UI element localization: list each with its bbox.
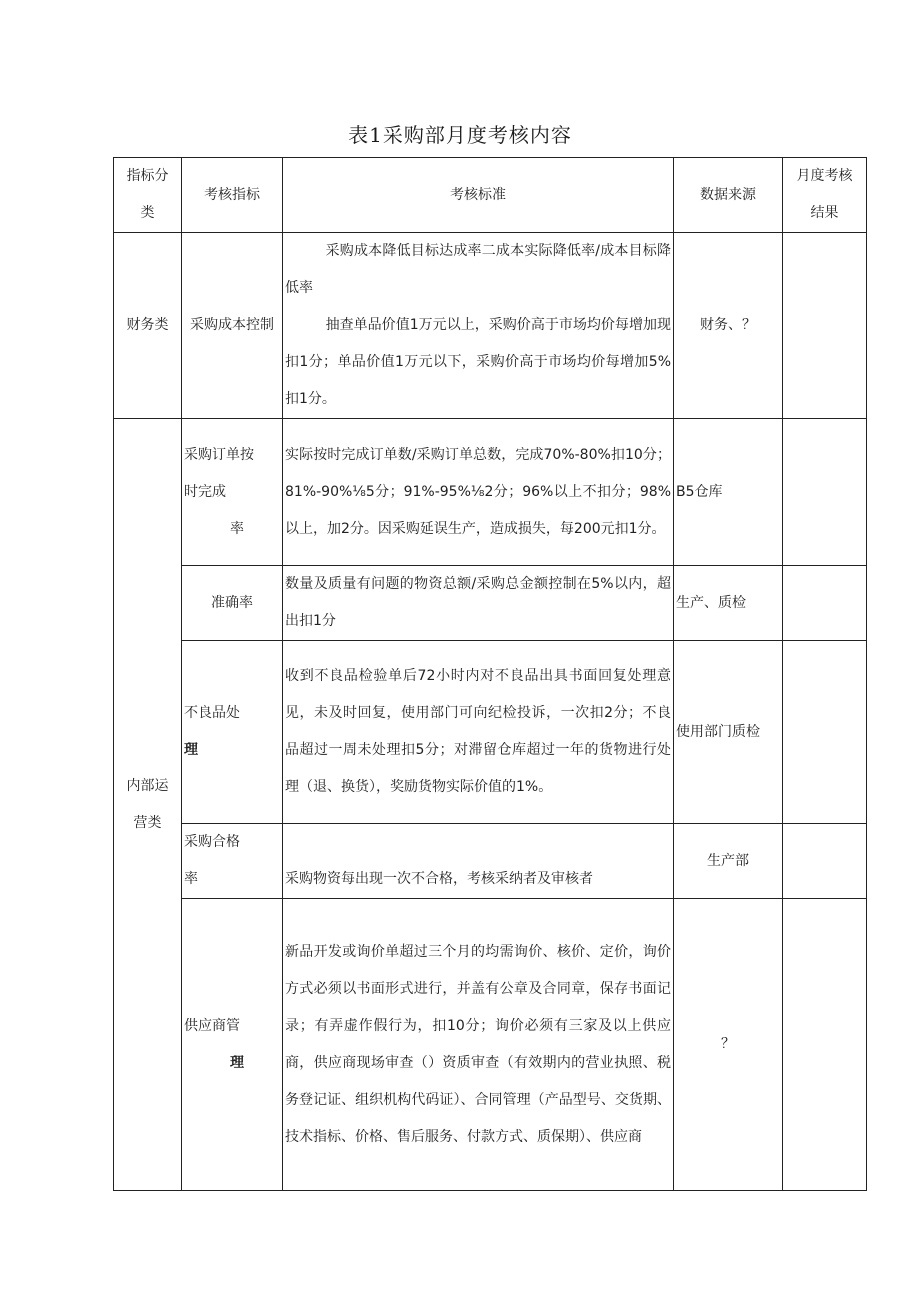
result-cell — [783, 233, 867, 419]
source-cell: 财务、？ — [674, 233, 783, 419]
indicator-cell: 准确率 — [182, 566, 283, 641]
standard-cell: 新品开发或询价单超过三个月的均需询价、核价、定价，询价方式必须以书面形式进行，并盖有公章及合同章，保存书面记录；有弄虚作假行为，扣10分；询价必须有三家及以上供应商，供应商现场审查（）资质审查（有效期内的营业执照、税务登记证、组织机构代码证）、合同管理（产品型号、交货期、技术指标、价格、售后服务、付款方式、质保期）、供应商 — [283, 899, 674, 1191]
indicator-line: 不良品处 — [184, 705, 240, 721]
indicator-cell — [182, 641, 283, 824]
header-result: 月度考核结果 — [783, 158, 867, 233]
indicator-line: 理 — [230, 1054, 244, 1071]
source-cell: 使用部门质检 — [674, 641, 783, 824]
standard-cell: 收到不良品检验单后72小时内对不良品出具书面回复处理意见，未及时回复，使用部门可向纪检投诉，一次扣2分；不良品超过一周未处理扣5分；对滞留仓库超过一年的货物进行处理（退、换货），奖励货物实际价值的1%。 — [283, 641, 674, 824]
standard-cell: 实际按时完成订单数/采购订单总数，完成70%-80%扣10分；81%-90%⅛5分；91%-95%⅛2分；96%以上不扣分；98%以上，加2分。因采购延误生产，造成损失，每200元扣1分。 — [283, 419, 674, 566]
assessment-table — [113, 157, 867, 1191]
result-cell — [783, 824, 867, 899]
indicator-line: 理 — [184, 742, 198, 758]
header-source: 数据来源 — [674, 158, 783, 233]
header-category: 指标分类 — [114, 158, 182, 233]
table-row — [114, 824, 867, 899]
indicator-cell — [182, 419, 283, 566]
result-cell — [783, 419, 867, 566]
header-indicator: 考核指标 — [182, 158, 283, 233]
indicator-cell — [182, 824, 283, 899]
table-title: 表1采购部月度考核内容 — [348, 123, 572, 147]
indicator-line: 率 — [184, 871, 198, 887]
source-cell: B5仓库 — [674, 419, 783, 566]
category-cell: 财务类 — [114, 233, 182, 419]
table-row — [114, 641, 867, 824]
standard-cell: 数量及质量有问题的物资总额/采购总金额控制在5%以内，超出扣1分 — [283, 566, 674, 641]
standard-cell: 采购物资每出现一次不合格，考核采纳者及审核者 — [283, 824, 674, 899]
indicator-line: 供应商管 — [184, 1017, 240, 1034]
indicator-line: 采购合格 — [184, 834, 240, 850]
standard-cell — [283, 233, 674, 419]
source-cell: 生产、质检 — [674, 566, 783, 641]
standard-line: 抽查单品价值1万元以上，采购价高于市场均价每增加现扣1分；单品价值1万元以下，采购价高于市场均价每增加5%扣1分。 — [285, 317, 671, 407]
table-row — [114, 899, 867, 1191]
indicator-line: 采购订单按时完成 — [184, 446, 254, 500]
table-row — [114, 419, 867, 566]
result-cell — [783, 566, 867, 641]
header-row — [114, 158, 867, 233]
category-cell: 内部运营类 — [114, 419, 182, 1191]
result-cell — [783, 899, 867, 1191]
table-row — [114, 233, 867, 419]
indicator-line: 率 — [230, 520, 244, 537]
indicator-cell — [182, 899, 283, 1191]
standard-line: 采购成本降低目标达成率二成本实际降低率/成本目标降低率 — [285, 243, 671, 296]
header-standard: 考核标准 — [283, 158, 674, 233]
source-cell: ？ — [674, 899, 783, 1191]
result-cell — [783, 641, 867, 824]
table-row — [114, 566, 867, 641]
indicator-cell: 采购成本控制 — [182, 233, 283, 419]
source-cell: 生产部 — [674, 824, 783, 899]
